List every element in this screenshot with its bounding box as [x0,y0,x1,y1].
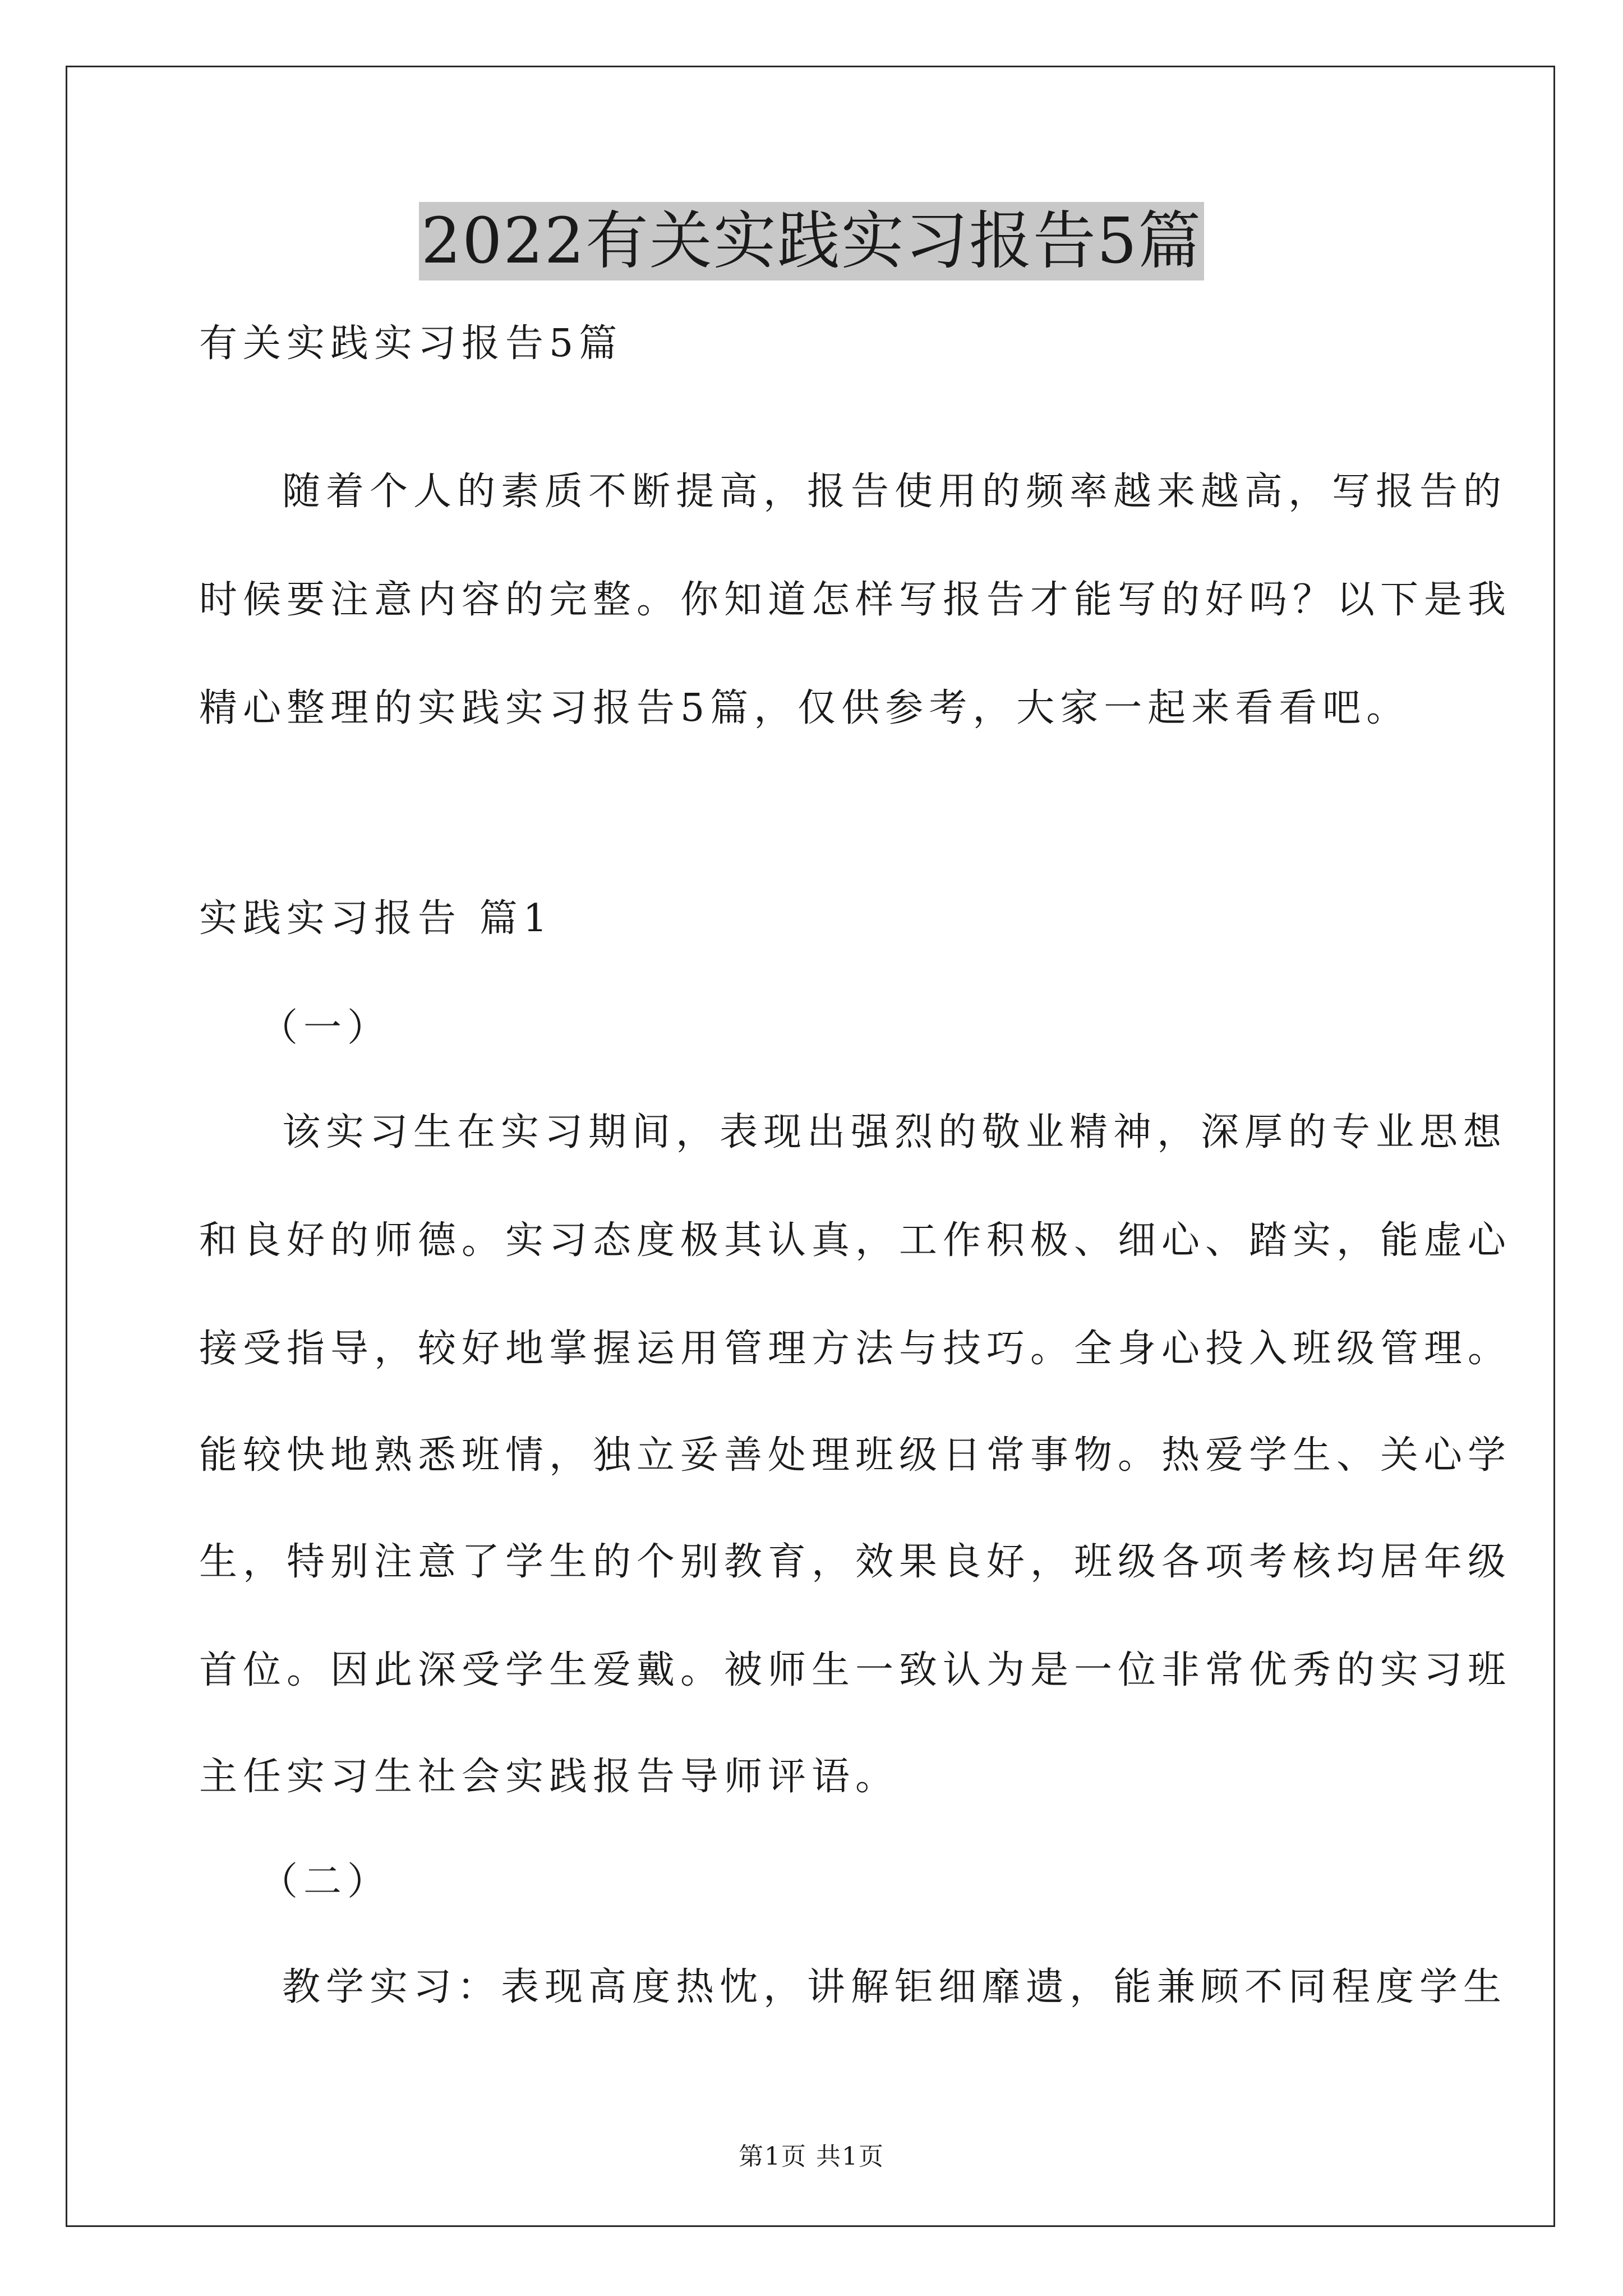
section-heading-text: 实践实习报告 篇1 [199,896,553,941]
part1-line-5: 生，特别注意了学生的个别教育，效果良好，班级各项考核均居年级 [199,1540,1512,1584]
part1-line-6: 首位。因此深受学生爱戴。被师生一致认为是一位非常优秀的实习班 [199,1648,1512,1692]
part2-label: （二） [260,1860,391,1904]
subtitle-text: 有关实践实习报告5篇 [199,321,623,366]
page-footer: 第1页 共1页 [739,2142,884,2171]
part1-line-2: 和良好的师德。实习态度极其认真，工作积极、细心、踏实，能虚心 [199,1218,1512,1263]
part1-line-4: 能较快地熟悉班情，独立妥善处理班级日常事物。热爱学生、关心学 [199,1433,1512,1478]
part1-line-1: 该实习生在实习期间，表现出强烈的敬业精神，深厚的专业思想 [282,1110,1507,1154]
intro-line-2: 时候要注意内容的完整。你知道怎样写报告才能写的好吗？以下是我 [199,578,1512,622]
document-title [0,202,1623,280]
intro-line-3: 精心整理的实践实习报告5篇，仅供参考，大家一起来看看吧。 [199,686,1410,730]
part1-label: （一） [260,1006,391,1050]
part2-line-1: 教学实习：表现高度热忱，讲解钜细靡遗，能兼顾不同程度学生 [282,1965,1507,2009]
intro-line-1: 随着个人的素质不断提高，报告使用的频率越来越高，写报告的 [282,470,1507,514]
document-title-text: 2022有关实践实习报告5篇 [419,202,1204,280]
part1-line-7: 主任实习生社会实践报告导师评语。 [199,1755,900,1799]
part1-line-3: 接受指导，较好地掌握运用管理方法与技巧。全身心投入班级管理。 [199,1327,1512,1371]
